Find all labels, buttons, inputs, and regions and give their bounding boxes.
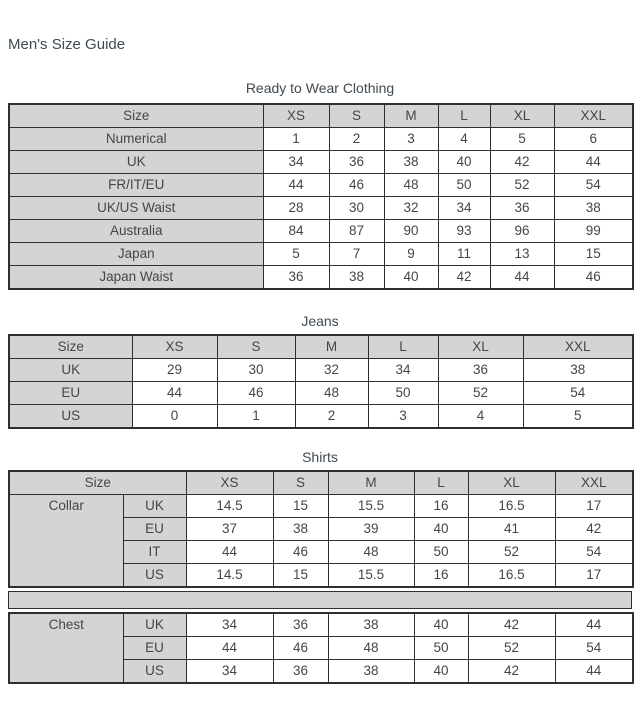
value-cell: 44 bbox=[132, 382, 217, 405]
column-header-cell: M bbox=[328, 471, 414, 495]
row-label-cell: EU bbox=[9, 382, 132, 405]
value-cell: 52 bbox=[468, 541, 555, 564]
value-cell: 17 bbox=[555, 495, 633, 518]
value-cell: 52 bbox=[468, 637, 555, 660]
value-cell: 46 bbox=[329, 174, 384, 197]
row-label-cell: US bbox=[9, 405, 132, 429]
value-cell: 44 bbox=[555, 613, 633, 637]
row-label-cell: UK bbox=[9, 359, 132, 382]
ready-to-wear-table bbox=[8, 103, 634, 290]
ready-to-wear-caption: Ready to Wear Clothing bbox=[245, 80, 395, 96]
shirts-caption: Shirts bbox=[302, 449, 338, 465]
value-cell: 15 bbox=[273, 564, 328, 588]
value-cell: 15.5 bbox=[328, 564, 414, 588]
column-header-cell: XL bbox=[438, 335, 523, 359]
value-cell: 40 bbox=[438, 151, 490, 174]
value-cell: 48 bbox=[328, 541, 414, 564]
row-label-cell: FR/IT/EU bbox=[9, 174, 263, 197]
value-cell: 36 bbox=[438, 359, 523, 382]
value-cell: 44 bbox=[263, 174, 329, 197]
region-label-cell: US bbox=[123, 660, 186, 684]
value-cell: 30 bbox=[217, 359, 295, 382]
value-cell: 84 bbox=[263, 220, 329, 243]
value-cell: 46 bbox=[554, 266, 633, 290]
jeans-table bbox=[8, 334, 634, 429]
value-cell: 42 bbox=[468, 660, 555, 684]
value-cell: 90 bbox=[384, 220, 438, 243]
row-label-cell: Japan Waist bbox=[9, 266, 263, 290]
size-guide-page bbox=[0, 36, 640, 684]
value-cell: 4 bbox=[438, 128, 490, 151]
table-row bbox=[9, 359, 633, 382]
table-row bbox=[9, 382, 633, 405]
value-cell: 5 bbox=[263, 243, 329, 266]
row-label-cell: Japan bbox=[9, 243, 263, 266]
value-cell: 14.5 bbox=[186, 564, 273, 588]
value-cell: 48 bbox=[295, 382, 368, 405]
value-cell: 28 bbox=[263, 197, 329, 220]
value-cell: 5 bbox=[523, 405, 633, 429]
value-cell: 16 bbox=[414, 495, 468, 518]
column-header-cell: L bbox=[414, 471, 468, 495]
value-cell: 17 bbox=[555, 564, 633, 588]
section-ready-to-wear bbox=[8, 80, 632, 290]
value-cell: 16.5 bbox=[468, 564, 555, 588]
column-header-cell: XXL bbox=[523, 335, 633, 359]
table-row bbox=[9, 495, 633, 518]
value-cell: 48 bbox=[328, 637, 414, 660]
value-cell: 34 bbox=[186, 613, 273, 637]
page-title: Men's Size Guide bbox=[8, 36, 126, 53]
value-cell: 2 bbox=[329, 128, 384, 151]
value-cell: 54 bbox=[555, 637, 633, 660]
ready-to-wear-table-header bbox=[9, 104, 633, 128]
value-cell: 39 bbox=[328, 518, 414, 541]
value-cell: 44 bbox=[554, 151, 633, 174]
value-cell: 13 bbox=[490, 243, 554, 266]
column-header-cell: XXL bbox=[555, 471, 633, 495]
shirts-collar-table bbox=[8, 470, 634, 588]
column-header-cell: XXL bbox=[554, 104, 633, 128]
value-cell: 32 bbox=[295, 359, 368, 382]
value-cell: 6 bbox=[554, 128, 633, 151]
value-cell: 15 bbox=[554, 243, 633, 266]
row-label-cell: UK/US Waist bbox=[9, 197, 263, 220]
value-cell: 44 bbox=[490, 266, 554, 290]
value-cell: 16.5 bbox=[468, 495, 555, 518]
column-header-cell: XS bbox=[186, 471, 273, 495]
value-cell: 3 bbox=[384, 128, 438, 151]
value-cell: 16 bbox=[414, 564, 468, 588]
shirts-chest-table-body bbox=[9, 613, 633, 683]
value-cell: 42 bbox=[468, 613, 555, 637]
column-header-cell: M bbox=[384, 104, 438, 128]
value-cell: 54 bbox=[555, 541, 633, 564]
jeans-caption: Jeans bbox=[301, 313, 339, 329]
table-row bbox=[9, 151, 633, 174]
section-jeans bbox=[8, 313, 632, 429]
value-cell: 14.5 bbox=[186, 495, 273, 518]
value-cell: 38 bbox=[384, 151, 438, 174]
value-cell: 36 bbox=[273, 613, 328, 637]
category-label-cell: Collar bbox=[9, 495, 123, 588]
column-header-cell: S bbox=[217, 335, 295, 359]
column-header-cell: M bbox=[295, 335, 368, 359]
value-cell: 32 bbox=[384, 197, 438, 220]
value-cell: 44 bbox=[186, 541, 273, 564]
column-header-cell: XL bbox=[468, 471, 555, 495]
column-header-cell: L bbox=[368, 335, 438, 359]
shirts-chest-table bbox=[8, 612, 634, 684]
value-cell: 34 bbox=[438, 197, 490, 220]
value-cell: 46 bbox=[273, 637, 328, 660]
table-row bbox=[9, 197, 633, 220]
value-cell: 40 bbox=[414, 613, 468, 637]
jeans-table-body bbox=[9, 359, 633, 429]
value-cell: 4 bbox=[438, 405, 523, 429]
value-cell: 44 bbox=[555, 660, 633, 684]
value-cell: 38 bbox=[273, 518, 328, 541]
column-header-cell: XS bbox=[263, 104, 329, 128]
column-header-cell: Size bbox=[9, 104, 263, 128]
value-cell: 42 bbox=[490, 151, 554, 174]
ready-to-wear-table-body bbox=[9, 128, 633, 290]
value-cell: 5 bbox=[490, 128, 554, 151]
row-label-cell: Numerical bbox=[9, 128, 263, 151]
table-row bbox=[9, 266, 633, 290]
header-row bbox=[9, 104, 633, 128]
value-cell: 34 bbox=[186, 660, 273, 684]
shirts-section-spacer-band bbox=[8, 591, 632, 609]
table-row bbox=[9, 128, 633, 151]
row-label-cell: UK bbox=[9, 151, 263, 174]
size-header-cell: Size bbox=[9, 471, 186, 495]
header-row bbox=[9, 471, 633, 495]
value-cell: 87 bbox=[329, 220, 384, 243]
value-cell: 2 bbox=[295, 405, 368, 429]
value-cell: 38 bbox=[523, 359, 633, 382]
region-label-cell: US bbox=[123, 564, 186, 588]
shirts-table-header bbox=[9, 471, 633, 495]
shirts-collar-table-body bbox=[9, 495, 633, 588]
value-cell: 46 bbox=[217, 382, 295, 405]
value-cell: 36 bbox=[273, 660, 328, 684]
column-header-cell: L bbox=[438, 104, 490, 128]
value-cell: 52 bbox=[438, 382, 523, 405]
value-cell: 40 bbox=[414, 518, 468, 541]
column-header-cell: S bbox=[329, 104, 384, 128]
table-row bbox=[9, 405, 633, 429]
value-cell: 93 bbox=[438, 220, 490, 243]
value-cell: 38 bbox=[554, 197, 633, 220]
value-cell: 38 bbox=[329, 266, 384, 290]
value-cell: 36 bbox=[329, 151, 384, 174]
value-cell: 54 bbox=[554, 174, 633, 197]
value-cell: 36 bbox=[490, 197, 554, 220]
value-cell: 3 bbox=[368, 405, 438, 429]
value-cell: 36 bbox=[263, 266, 329, 290]
value-cell: 1 bbox=[217, 405, 295, 429]
column-header-cell: XL bbox=[490, 104, 554, 128]
table-row bbox=[9, 220, 633, 243]
value-cell: 52 bbox=[490, 174, 554, 197]
value-cell: 11 bbox=[438, 243, 490, 266]
table-row bbox=[9, 243, 633, 266]
section-shirts bbox=[8, 449, 632, 684]
row-label-cell: Australia bbox=[9, 220, 263, 243]
value-cell: 42 bbox=[438, 266, 490, 290]
column-header-cell: S bbox=[273, 471, 328, 495]
value-cell: 50 bbox=[414, 637, 468, 660]
column-header-cell: XS bbox=[132, 335, 217, 359]
column-header-cell: Size bbox=[9, 335, 132, 359]
value-cell: 38 bbox=[328, 660, 414, 684]
value-cell: 1 bbox=[263, 128, 329, 151]
value-cell: 30 bbox=[329, 197, 384, 220]
region-label-cell: EU bbox=[123, 518, 186, 541]
value-cell: 50 bbox=[414, 541, 468, 564]
value-cell: 0 bbox=[132, 405, 217, 429]
header-row bbox=[9, 335, 633, 359]
value-cell: 46 bbox=[273, 541, 328, 564]
region-label-cell: UK bbox=[123, 495, 186, 518]
table-row bbox=[9, 174, 633, 197]
value-cell: 34 bbox=[368, 359, 438, 382]
value-cell: 50 bbox=[438, 174, 490, 197]
value-cell: 50 bbox=[368, 382, 438, 405]
value-cell: 34 bbox=[263, 151, 329, 174]
region-label-cell: UK bbox=[123, 613, 186, 637]
table-row bbox=[9, 613, 633, 637]
value-cell: 38 bbox=[328, 613, 414, 637]
value-cell: 7 bbox=[329, 243, 384, 266]
value-cell: 54 bbox=[523, 382, 633, 405]
value-cell: 40 bbox=[414, 660, 468, 684]
region-label-cell: IT bbox=[123, 541, 186, 564]
value-cell: 9 bbox=[384, 243, 438, 266]
value-cell: 99 bbox=[554, 220, 633, 243]
value-cell: 48 bbox=[384, 174, 438, 197]
value-cell: 44 bbox=[186, 637, 273, 660]
value-cell: 41 bbox=[468, 518, 555, 541]
value-cell: 42 bbox=[555, 518, 633, 541]
value-cell: 37 bbox=[186, 518, 273, 541]
value-cell: 96 bbox=[490, 220, 554, 243]
jeans-table-header bbox=[9, 335, 633, 359]
category-label-cell: Chest bbox=[9, 613, 123, 683]
value-cell: 15 bbox=[273, 495, 328, 518]
value-cell: 15.5 bbox=[328, 495, 414, 518]
region-label-cell: EU bbox=[123, 637, 186, 660]
value-cell: 29 bbox=[132, 359, 217, 382]
value-cell: 40 bbox=[384, 266, 438, 290]
